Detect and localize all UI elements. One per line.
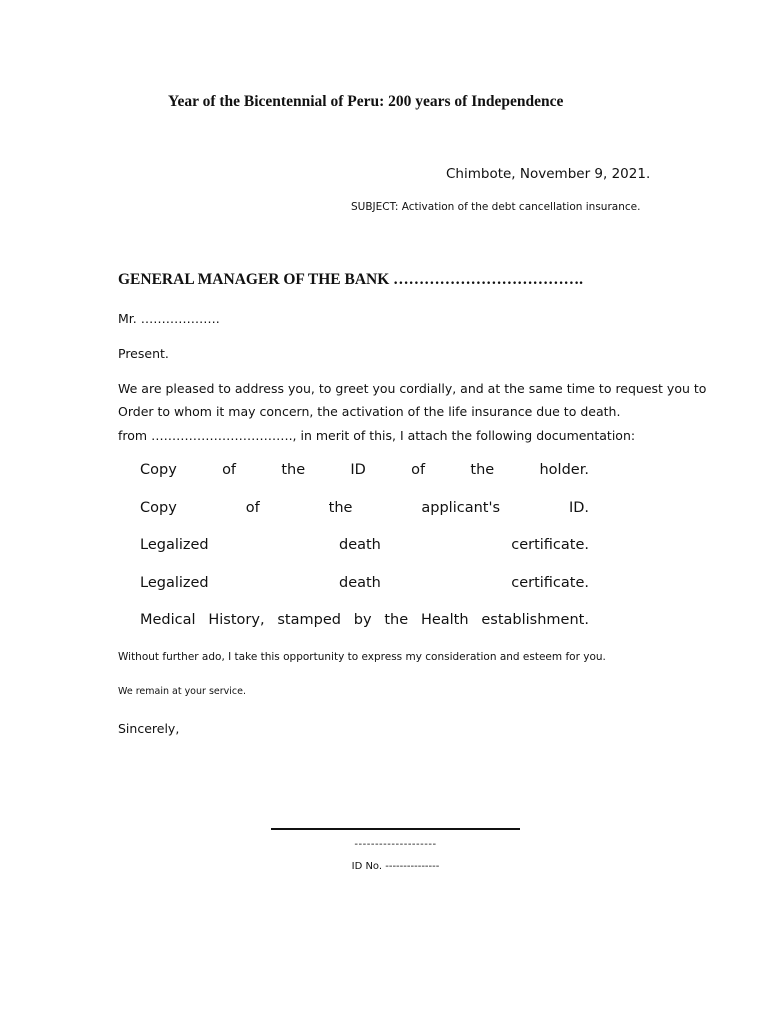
document-item-word: certificate. — [511, 575, 589, 591]
document-item-word: the — [328, 500, 353, 516]
document-item-word: the — [384, 612, 409, 628]
signature-id-placeholder: ID No. --------------- — [351, 861, 440, 872]
document-item-word: stamped — [277, 612, 341, 628]
document-item-word: Health — [420, 612, 469, 628]
signature-line — [271, 828, 520, 830]
letter-salutation: Mr. ………………. — [118, 311, 220, 326]
body-paragraph-line: from ……………………………., in merit of this, I attach the following documentation: — [118, 428, 636, 443]
closing-service: We remain at your service. — [118, 686, 246, 697]
sign-off: Sincerely, — [118, 721, 180, 736]
document-list-item — [140, 462, 589, 478]
document-item-word: Copy — [140, 500, 177, 516]
document-item-word: History, — [208, 612, 265, 628]
letter-subject: SUBJECT: Activation of the debt cancellation insurance. — [351, 201, 641, 213]
letter-header-title: Year of the Bicentennial of Peru: 200 years of Independence — [168, 93, 564, 110]
document-item-word: the — [281, 462, 306, 478]
letter-present: Present. — [118, 346, 169, 361]
document-item-word: Copy — [140, 462, 177, 478]
letter-date: Chimbote, November 9, 2021. — [446, 166, 651, 182]
document-list-item — [140, 612, 589, 628]
document-item-word: applicant's — [421, 500, 500, 516]
document-item-word: by — [353, 612, 372, 628]
document-item-word: holder. — [539, 462, 589, 478]
document-item-word: of — [411, 462, 426, 478]
document-item-word: Medical — [140, 612, 196, 628]
document-item-word: of — [222, 462, 237, 478]
document-list-item — [140, 575, 589, 591]
document-item-word: ID — [350, 462, 366, 478]
document-item-word: establishment. — [481, 612, 589, 628]
signature-name-placeholder: -------------------- — [354, 839, 437, 850]
document-item-word: Legalized — [140, 537, 209, 553]
document-item-word: the — [470, 462, 495, 478]
body-paragraph-line: Order to whom it may concern, the activation of the life insurance due to death. — [118, 404, 621, 419]
document-list-item — [140, 537, 589, 553]
document-item-word: of — [245, 500, 260, 516]
body-paragraph-line: We are pleased to address you, to greet you cordially, and at the same time to request you to — [118, 381, 707, 396]
letter-recipient: GENERAL MANAGER OF THE BANK ………………………………. — [118, 271, 584, 288]
document-item-word: death — [338, 575, 381, 591]
document-item-word: ID. — [568, 500, 589, 516]
document-item-word: certificate. — [511, 537, 589, 553]
document-list-item — [140, 500, 589, 516]
document-item-word: death — [338, 537, 381, 553]
document-item-word: Legalized — [140, 575, 209, 591]
closing-consideration: Without further ado, I take this opportunity to express my consideration and esteem for you. — [118, 651, 606, 663]
